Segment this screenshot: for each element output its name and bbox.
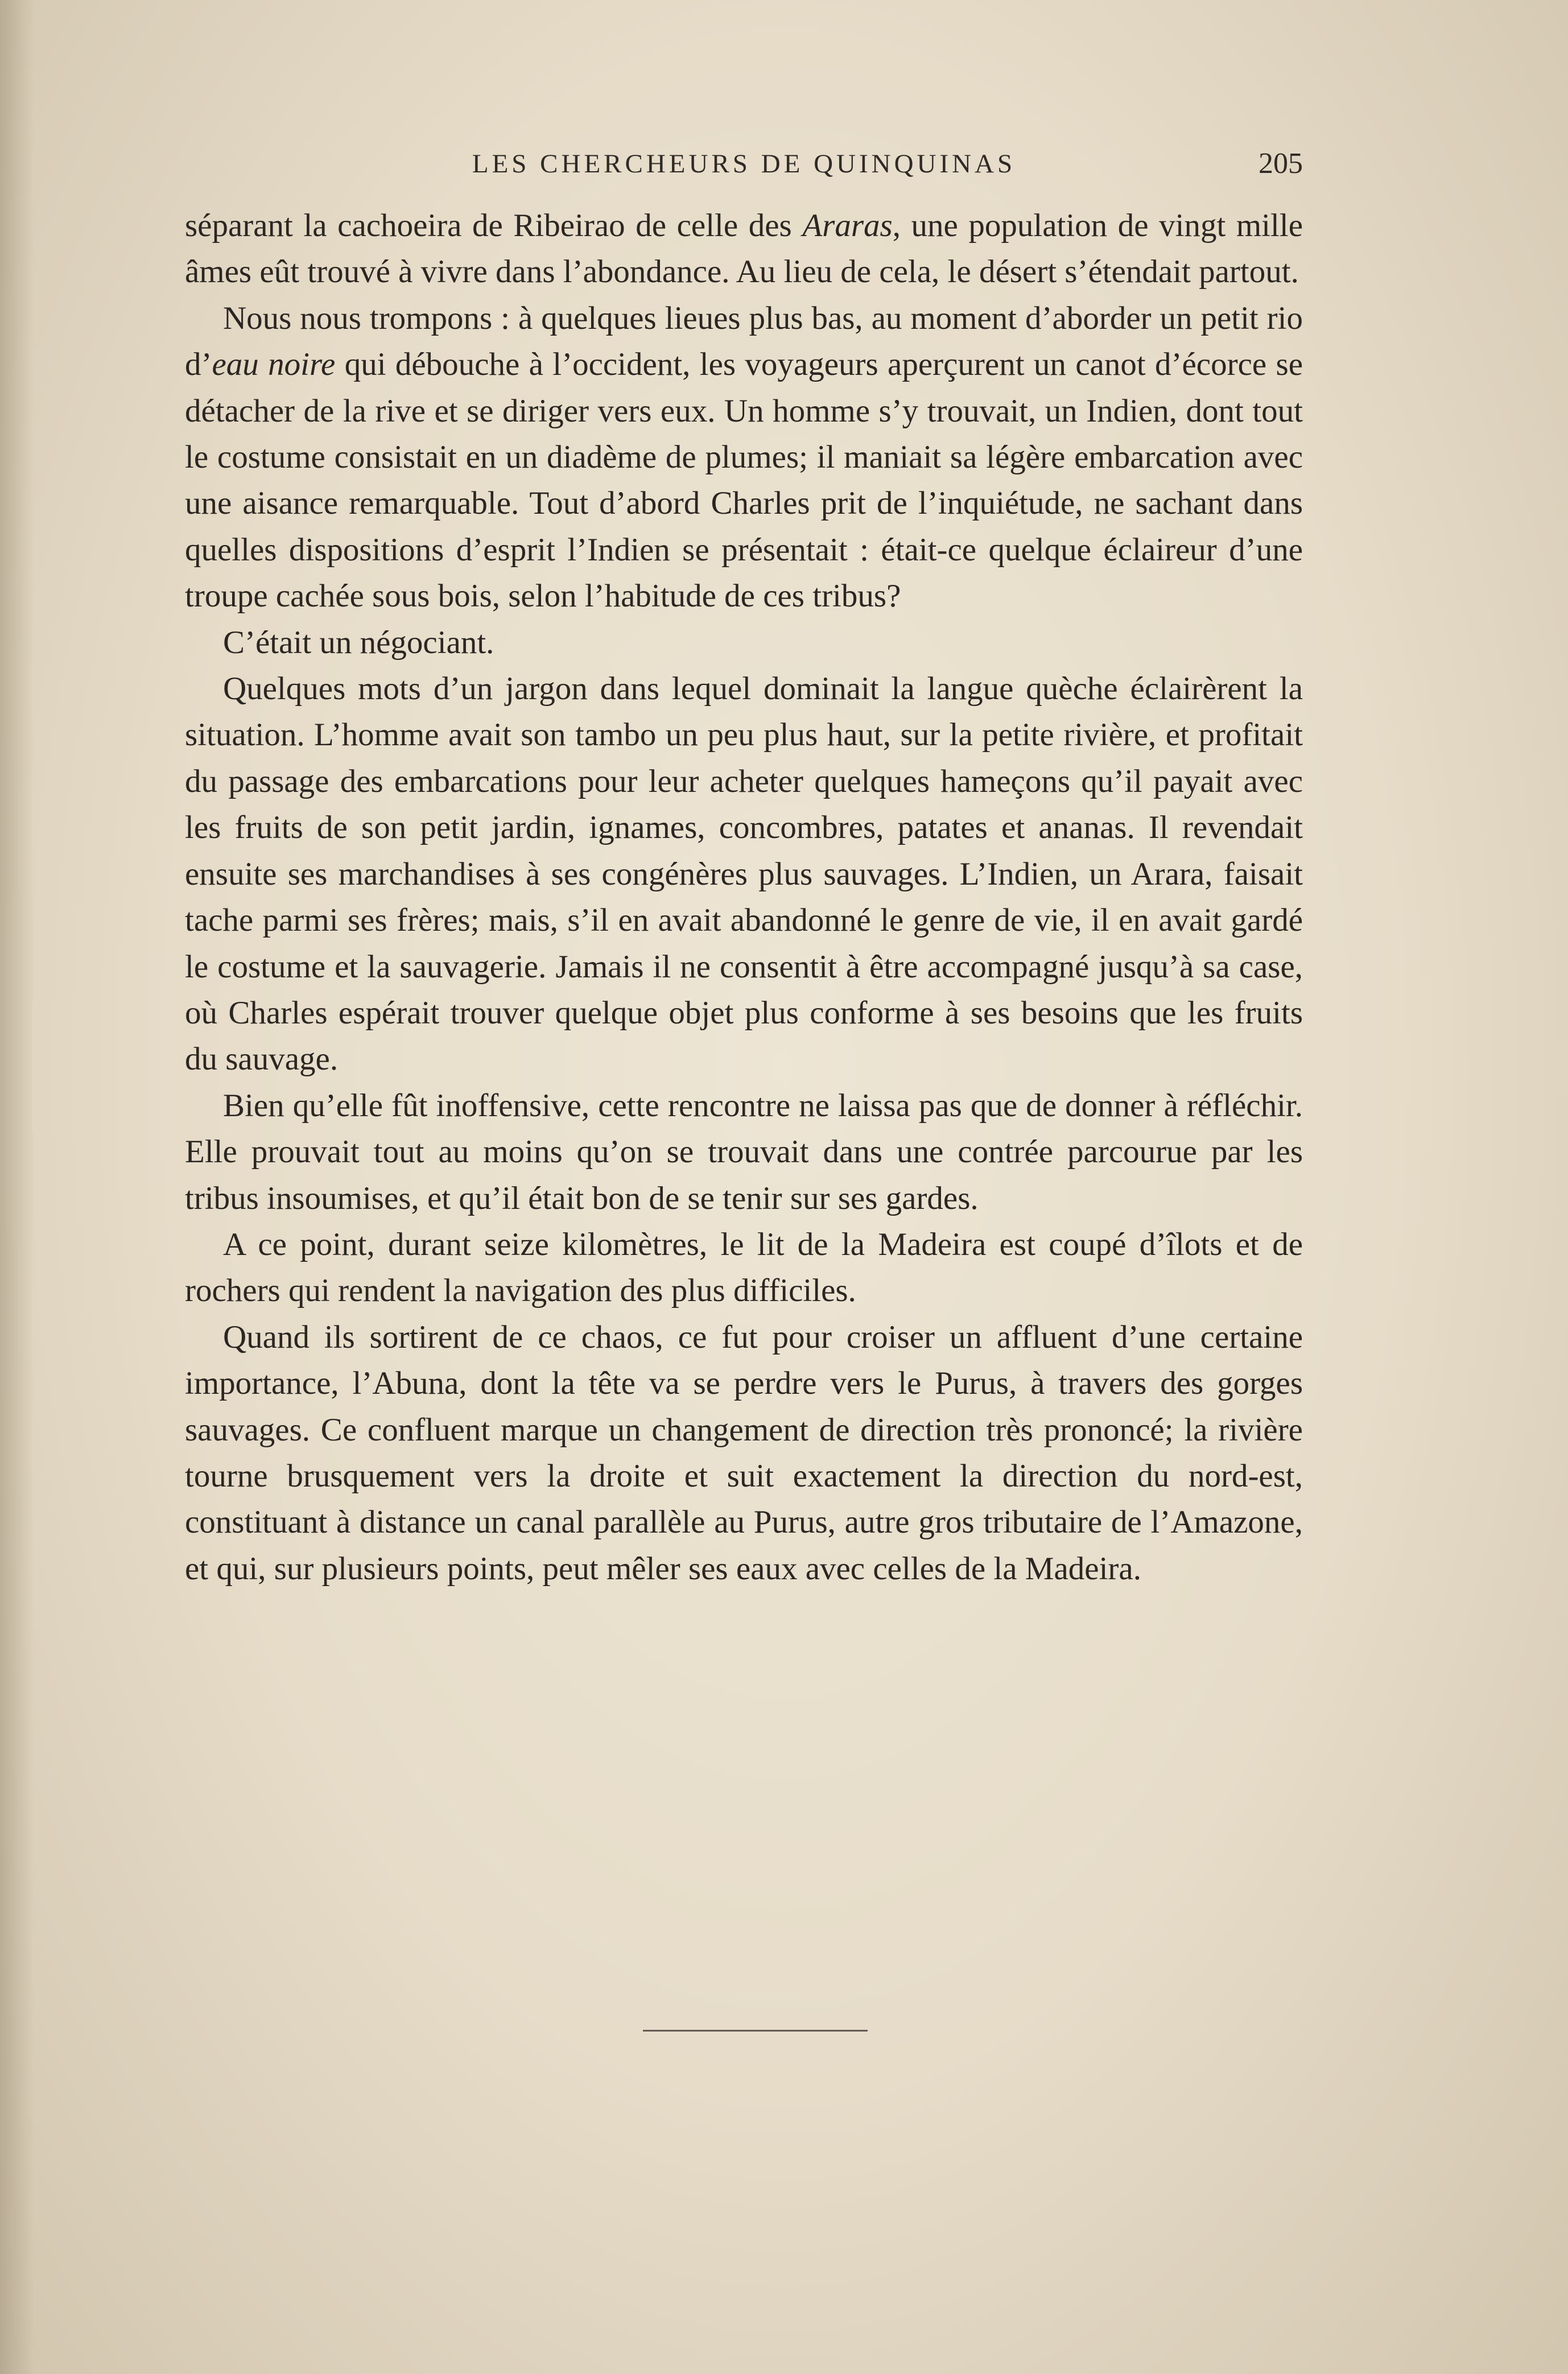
paragraph: Quelques mots d’un jargon dans lequel dominait la langue quèche éclairèrent la situation. L’homme avait son tambo un peu plus haut, sur la petite rivière, et profitait du passage des embarcations pour leur acheter quelques hameçons qu’il payait avec les fruits de son petit jardin, ignames, concombres, patates et ananas. Il revendait ensuite ses marchandises à ses congénères plus sauvages. L’Indien, un Arara, faisait tache parmi ses frères; mais, s’il en avait abandonné le genre de vie, il en avait gardé le costume et la sauvagerie. Jamais il ne consentit à être accompagné jusqu’à sa case, où Charles espérait trouver quelque objet plus conforme à ses besoins que les fruits du sauvage.: [185, 671, 1303, 1077]
paragraph: Bien qu’elle fût inoffensive, cette rencontre ne laissa pas que de donner à réfléchir. Elle prouvait tout au moins qu’on se trouvait dans une contrée parcourue par les tribus insoumises, et qu’il était bon de se tenir sur ses gardes.: [185, 1087, 1303, 1216]
paragraph: Nous nous trompons : à quelques lieues plus bas, au moment d’aborder un petit rio d’eau noire qui débouche à l’occident, les voyageurs aperçurent un canot d’écorce se détacher de la rive et se diriger vers eux. Un homme s’y trouvait, un Indien, dont tout le costume consistait en un diadème de plumes; il maniait sa légère embarcation avec une aisance remarquable. Tout d’abord Charles prit de l’inquiétude, ne sachant dans quelles dispositions d’esprit l’Indien se présentait : était-ce quelque éclaireur d’une troupe cachée sous bois, selon l’habitude de ces tribus?: [185, 300, 1303, 614]
paragraph: séparant la cachoeira de Ribeirao de celle des Araras, une population de vingt mille âmes eût trouvé à vivre dans l’abondance. Au lieu de cela, le désert s’étendait partout.: [185, 208, 1303, 290]
paragraph: Quand ils sortirent de ce chaos, ce fut pour croiser un affluent d’une certaine importance, l’Abuna, dont la tête va se perdre vers le Purus, à travers des gorges sauvages. Ce confluent marque un changement de direction très prononcé; la rivière tourne brusquement vers la droite et suit exactement la direction du nord-est, constituant à distance un canal parallèle au Purus, autre gros tributaire de l’Amazone, et qui, sur plusieurs points, peut mêler ses eaux avec celles de la Madeira.: [185, 1319, 1303, 1587]
body-text: [185, 203, 1303, 1592]
running-header: [185, 147, 1303, 181]
page-number: 205: [1258, 147, 1303, 180]
page-edge-shadow: [0, 0, 34, 2374]
paragraph: A ce point, durant seize kilomètres, le lit de la Madeira est coupé d’îlots et de rochers qui rendent la navigation des plus difficiles.: [185, 1226, 1303, 1309]
paragraph: C’était un négociant.: [223, 624, 494, 660]
section-end-rule: [643, 2030, 868, 2032]
running-title: LES CHERCHEURS DE QUINQUINAS: [472, 149, 1016, 179]
